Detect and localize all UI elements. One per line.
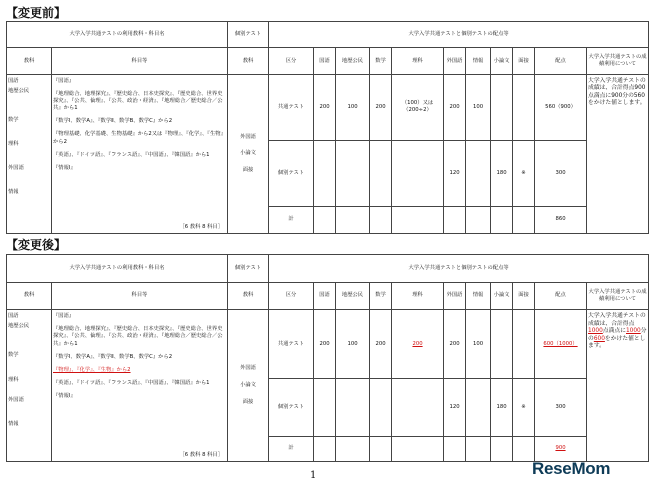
col-kokugo: 国語 [314,48,336,74]
col-kyoka: 教科 [7,48,52,74]
header-individual: 個別テスト [228,22,269,48]
kamoku-list: 『国語』 『地理総合、地理探究』、『歴史総合、日本史探究』、『歴史総合、世界史探究』、『公共、倫理』、『公共、政治・経済』、『地理総合／歴史総合／公共』から1 『数学Ⅰ、数学A』、『数学Ⅱ、数学B、数学C』から2 『物理基礎、化学基礎、生物基礎』から2又は『物理』、『化学』、『生物』から2 『英語』、『ドイツ語』、『フランス語』、『中国語』、『韓国語』から1 『情報Ⅰ』 ［6 教科 8 科目］ [52,74,228,233]
table-after: 大学入学共通テストの利用教科・科目名 個別テスト 大学入学共通テストと個別テストの配点等 教科 科目等 教科 区分 国語 地歴公民 数学 理科 外国語 情報 小論文 面接 配点 大学入学共通テストの成績利用について 国語 地歴公民 数学 理科 外国語 情報 『国語』 『地理総合、地理探究』、『歴史総合、日本史探究』、『歴史総合、世界史探究』、『公共、倫理』、『公共、政治・経済』、『地理総合／歴史総合／公共』から1 『数学Ⅰ、数学A』、『数学Ⅱ、数学B、数学C』から2 『物理』、『化学』、『生物』から2 『英語』、『ドイツ語』、『フランス語』、『中国語』、『韓国語』から1 『情報Ⅰ』 ［6 教科 8 科目］ 外国語 小論文 面接 共通テスト 200 100 200 200 200 100 600（1000） 大学入学共通テストの成績は、合計得点1000点満点に1000分の600をかけた値とします。 個別テスト 120 180 ※ 300 計 900 [6,254,649,462]
section-heading-before: 【変更前】 [6,6,67,20]
rika-points-changed: 200 [392,310,444,379]
col-rika: 理科 [392,48,444,74]
rika-items-changed: 『物理』、『化学』、『生物』から2 [53,366,131,373]
total-subjects: ［6 教科 8 科目］ [179,223,224,230]
total-changed: 900 [535,436,587,461]
col-sugaku: 数学 [370,48,392,74]
col-gaikokugo: 外国語 [444,48,466,74]
col-note-header: 大学入学共通テストの成績利用について [587,48,649,74]
col-kubun: 区分 [269,48,314,74]
col-shoronbun: 小論文 [491,48,513,74]
col-kamoku: 科目等 [52,48,228,74]
col-joho: 情報 [466,48,491,74]
col-chireki: 地歴公民 [336,48,370,74]
kyoka-list-after: 国語 地歴公民 数学 理科 外国語 情報 [7,310,52,462]
header-points: 大学入学共通テストと個別テストの配点等 [269,22,649,48]
col-haiten: 配点 [535,48,587,74]
haiten-changed: 600（1000） [535,310,587,379]
col-mensetsu: 面接 [513,48,535,74]
header-subjects: 大学入学共通テストの利用教科・科目名 [7,22,228,48]
kyoka-list: 国語 地歴公民 数学 理科 外国語 情報 [7,74,52,233]
indiv-subjects: 外国語 小論文 面接 [228,74,269,233]
col-kyoka2: 教科 [228,48,269,74]
table-before: 大学入学共通テストの利用教科・科目名 個別テスト 大学入学共通テストと個別テストの配点等 教科 科目等 教科 区分 国語 地歴公民 数学 理科 外国語 情報 小論文 面接 配点 大学入学共通テストの成績利用について 国語 地歴公民 数学 理科 外国語 情報 『国語』 『地理総合、地理探究』、『歴史総合、日本史探究』、『歴史総合、世界史探究』、『公共、倫理』、『公共、政治・経済』、『地理総合／歴史総合／公共』から1 『数学Ⅰ、数学A』、『数学Ⅱ、数学B、数学C』から2 『物理基礎、化学基礎、生物基礎』から2又は『物理』、『化学』、『生物』から2 『英語』、『ドイツ語』、『フランス語』、『中国語』、『韓国語』から1 『情報Ⅰ』 ［6 教科 8 科目］ 外国語 小論文 面接 共通テスト 200 100 200 （100）又は（200÷2） 200 100 560（900） 大学入学共通テストの成績は、合計得点900点満点に900分の560をかけた値とします。 個別テスト 120 180 ※ 300 計 860 [6,21,649,234]
section-heading-after: 【変更後】 [6,238,67,252]
note-body-after: 大学入学共通テストの成績は、合計得点1000点満点に1000分の600をかけた値とします。 [587,310,649,462]
kamoku-list-after: 『国語』 『地理総合、地理探究』、『歴史総合、日本史探究』、『歴史総合、世界史探究』、『公共、倫理』、『公共、政治・経済』、『地理総合／歴史総合／公共』から1 『数学Ⅰ、数学A』、『数学Ⅱ、数学B、数学C』から2 『物理』、『化学』、『生物』から2 『英語』、『ドイツ語』、『フランス語』、『中国語』、『韓国語』から1 『情報Ⅰ』 ［6 教科 8 科目］ [52,310,228,462]
resemom-logo: ReseMom [532,459,611,478]
page-number: 1 [310,470,317,481]
note-body: 大学入学共通テストの成績は、合計得点900点満点に900分の560をかけた値とします。 [587,74,649,233]
